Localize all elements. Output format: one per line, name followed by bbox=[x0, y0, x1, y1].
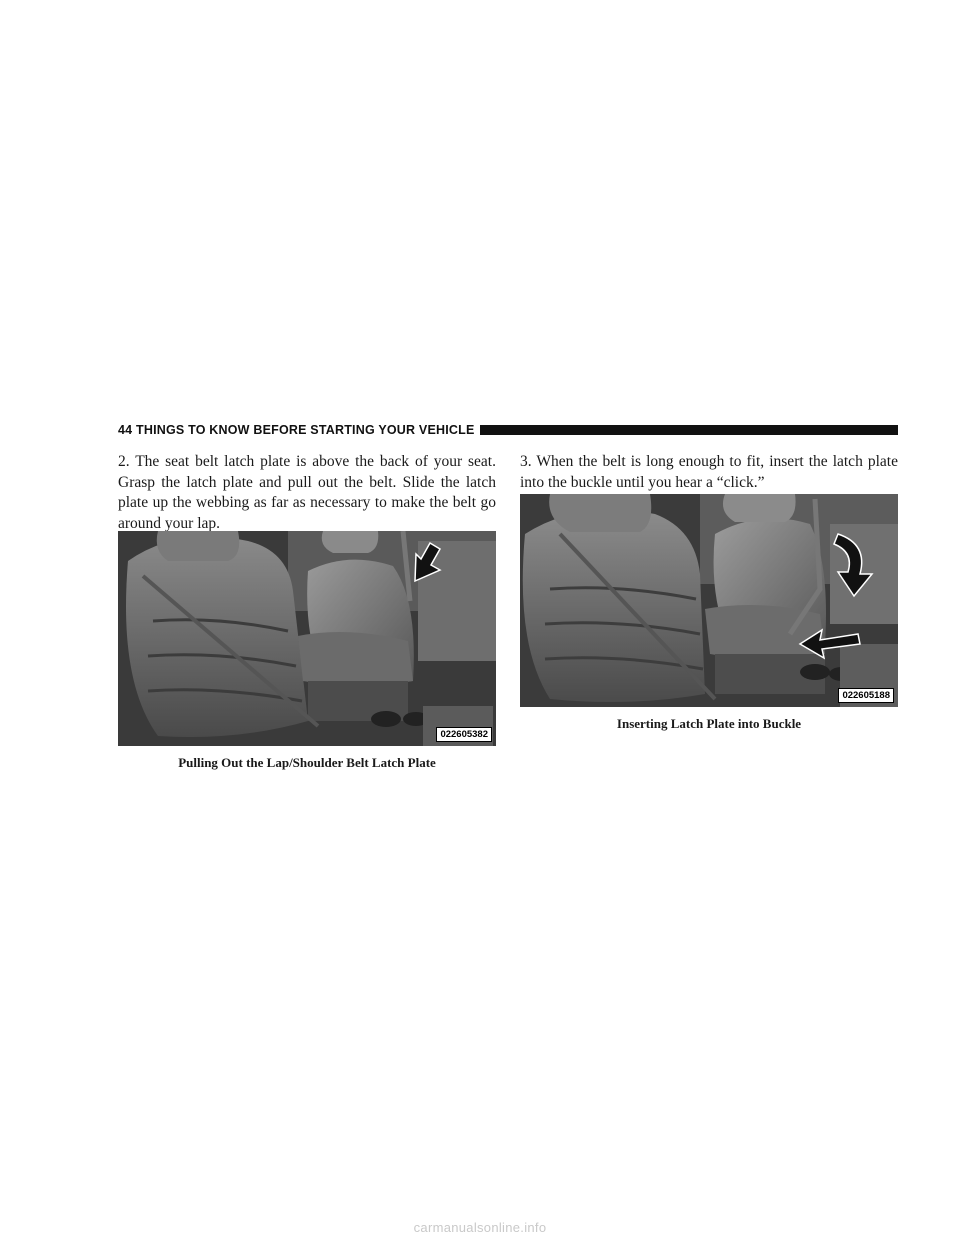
figure-pulling-belt bbox=[118, 531, 496, 746]
section-title: THINGS TO KNOW BEFORE STARTING YOUR VEHICLE bbox=[136, 423, 475, 437]
figure-code-label: 022605188 bbox=[838, 688, 894, 703]
step-3-text: 3. When the belt is long enough to fit, insert the latch plate into the buckle until you hear a “click.” bbox=[520, 453, 898, 491]
watermark: carmanualsonline.info bbox=[413, 1220, 547, 1235]
header-text bbox=[118, 423, 474, 437]
figure-code-label: 022605382 bbox=[436, 727, 492, 742]
right-column bbox=[520, 452, 898, 493]
figure-inserting-latch bbox=[520, 494, 898, 707]
page-number: 44 bbox=[118, 423, 133, 437]
figure-caption-right: Inserting Latch Plate into Buckle bbox=[616, 716, 802, 731]
seat-illustration-right bbox=[520, 494, 898, 707]
header-rule bbox=[480, 425, 898, 435]
left-column bbox=[118, 452, 496, 534]
page-header bbox=[118, 421, 898, 439]
step-2-text: 2. The seat belt latch plate is above the back of your seat. Grasp the latch plate and pull out the belt. Slide the latch plate up the webbing as far as necessary to make the belt go around your lap. bbox=[118, 453, 496, 532]
figure-caption-left: Pulling Out the Lap/Shoulder Belt Latch Plate bbox=[178, 755, 436, 770]
seat-illustration-left bbox=[118, 531, 496, 746]
